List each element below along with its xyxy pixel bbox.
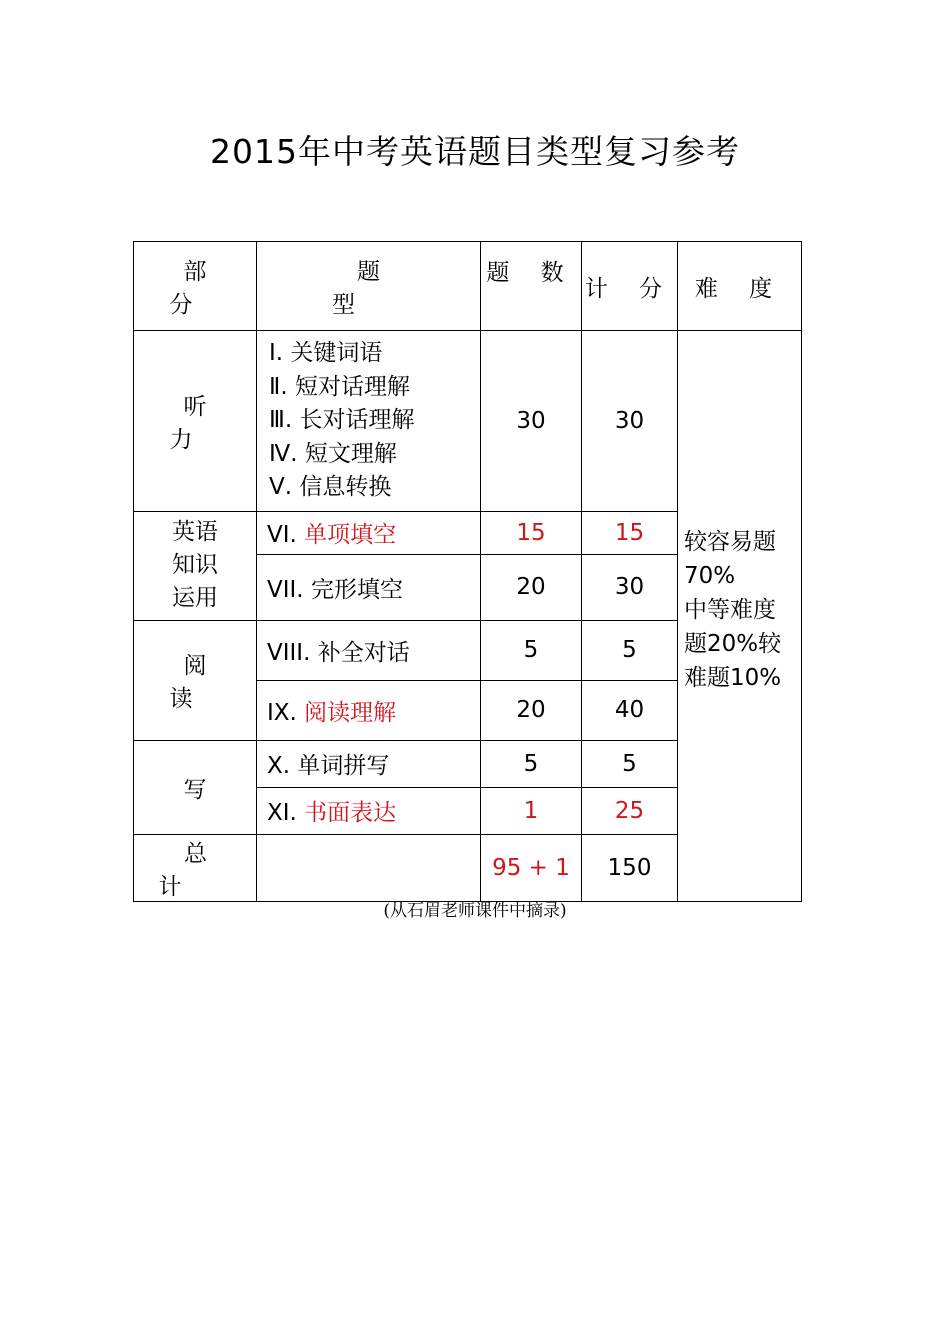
spelling-count: 5 xyxy=(481,740,582,787)
type-cloze: VII. 完形填空 xyxy=(257,554,481,620)
listening-item: Ⅴ. 信息转换 xyxy=(269,474,392,500)
type-single-choice: VI. 单项填空 xyxy=(257,511,481,554)
reading-count: 20 xyxy=(481,680,582,740)
part-reading: 阅 读 xyxy=(134,620,257,740)
listening-score: 30 xyxy=(582,331,678,512)
header-count: 题 数 xyxy=(481,242,582,331)
header-difficulty: 难 度 xyxy=(678,242,802,331)
exam-structure-table xyxy=(133,241,802,902)
cloze-score: 30 xyxy=(582,554,678,620)
listening-item: Ⅲ. 长对话理解 xyxy=(269,407,415,433)
table-row-total xyxy=(134,834,802,901)
composition-score: 25 xyxy=(582,787,678,834)
part-listening: 听 力 xyxy=(134,331,257,512)
table-row-listening xyxy=(134,331,802,512)
part-writing: 写 xyxy=(134,740,257,834)
table-header-row xyxy=(134,242,802,331)
header-type: 题 型 xyxy=(257,242,481,331)
header-part: 部 分 xyxy=(134,242,257,331)
type-spelling: X. 单词拼写 xyxy=(257,740,481,787)
difficulty-cell-top xyxy=(678,331,802,512)
page-title: 2015年中考英语题目类型复习参考 xyxy=(210,132,740,171)
part-knowledge: 英语 知识 运用 xyxy=(134,511,257,620)
total-score: 150 xyxy=(582,834,678,901)
listening-types xyxy=(257,331,481,512)
difficulty-distribution: 较容易题 70% 中等难度 题20%较 难题10% xyxy=(678,511,802,787)
total-type-empty xyxy=(257,834,481,901)
type-dialogue: VIII. 补全对话 xyxy=(257,620,481,680)
single-choice-count: 15 xyxy=(481,511,582,554)
type-composition: XI. 书面表达 xyxy=(257,787,481,834)
listening-count: 30 xyxy=(481,331,582,512)
single-choice-score: 15 xyxy=(582,511,678,554)
difficulty-cell-bottom xyxy=(678,834,802,901)
type-reading-comprehension: IX. 阅读理解 xyxy=(257,680,481,740)
listening-item: Ⅰ. 关键词语 xyxy=(269,340,383,366)
spelling-score: 5 xyxy=(582,740,678,787)
reading-score: 40 xyxy=(582,680,678,740)
dialogue-score: 5 xyxy=(582,620,678,680)
dialogue-count: 5 xyxy=(481,620,582,680)
cloze-count: 20 xyxy=(481,554,582,620)
header-score: 计 分 xyxy=(582,242,678,331)
listening-item: Ⅱ. 短对话理解 xyxy=(269,373,410,400)
part-total: 总 计 xyxy=(134,834,257,901)
composition-count: 1 xyxy=(481,787,582,834)
source-caption: (从石眉老师课件中摘录) xyxy=(383,901,567,921)
listening-item: Ⅳ. 短文理解 xyxy=(269,440,397,467)
table-row-single-choice xyxy=(134,511,802,554)
difficulty-cell-filler xyxy=(678,787,802,834)
total-count: 95 + 1 xyxy=(481,834,582,901)
